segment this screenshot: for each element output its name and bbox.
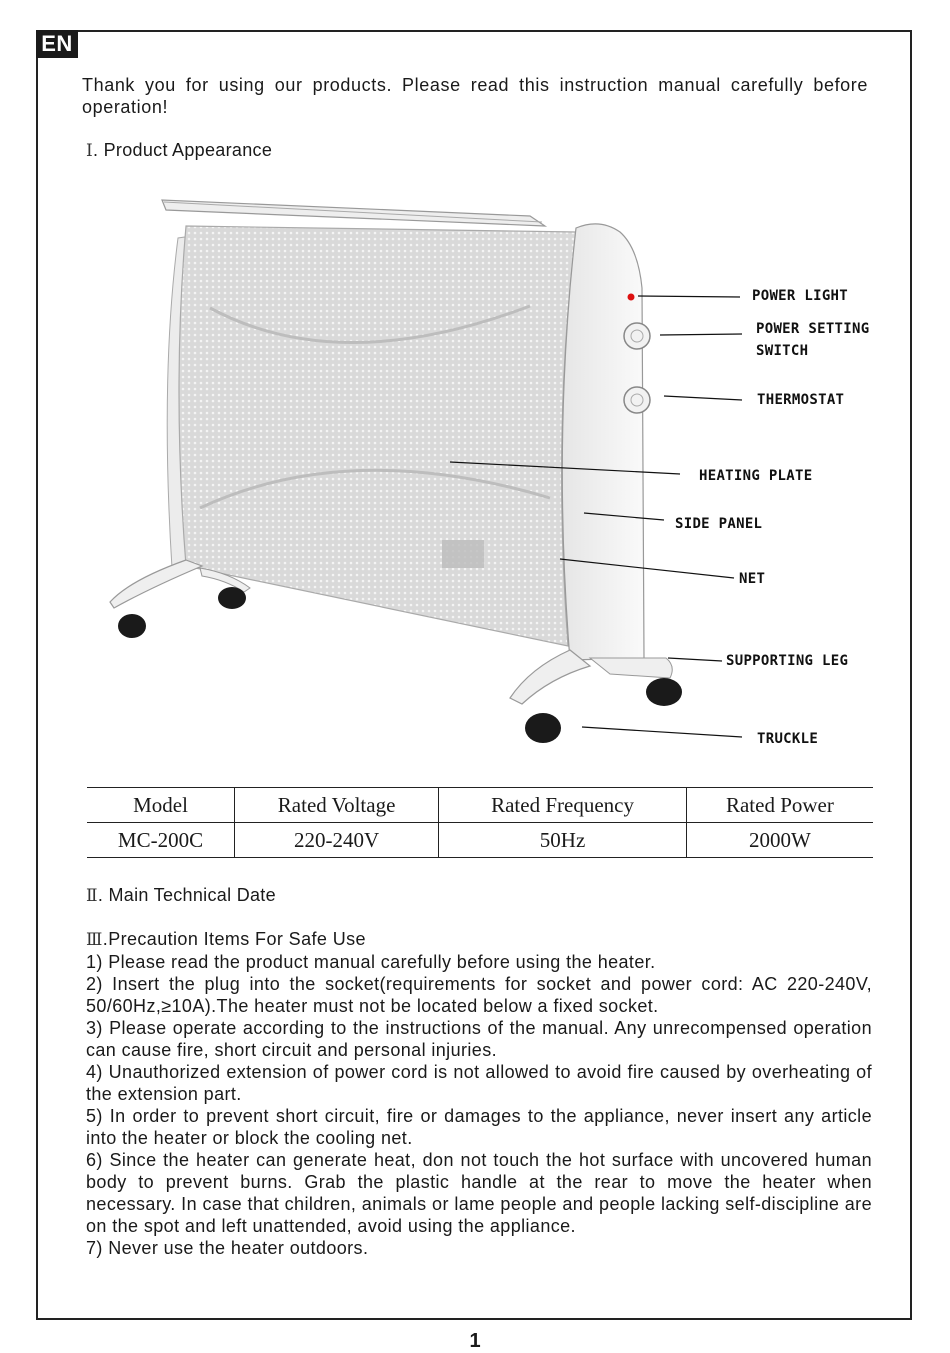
section-title: . Product Appearance <box>93 140 273 160</box>
page-number: 1 <box>469 1330 481 1352</box>
side-panel-shape <box>562 224 644 660</box>
intro-text: Thank you for using our products. Please read this instruction manual carefully before operation! <box>82 75 868 117</box>
precaution-item: 6) Since the heater can generate heat, don not touch the hot surface with uncovered human body to prevent burns. Grab the plastic handle at the rear to move the heater when necessary. In case that children, animals or lame people and people lacking self-discipline are on the spot and left unattended, avoid using the appliance. <box>86 1150 872 1236</box>
callout-power-setting-line1: POWER SETTING <box>756 321 870 337</box>
callout-power-setting-line2: SWITCH <box>756 343 809 359</box>
callout-net: NET <box>739 571 766 587</box>
section-main-technical-date <box>86 885 276 906</box>
thermostat-knob <box>624 387 650 413</box>
section-title: .Precaution Items For Safe Use <box>102 929 366 949</box>
callout-heating-plate: HEATING PLATE <box>699 468 813 484</box>
precaution-item: 5) In order to prevent short circuit, fire or damages to the appliance, never insert any article into the heater or block the cooling net. <box>86 1106 872 1148</box>
left-leg <box>110 560 202 608</box>
callout-thermostat: THERMOSTAT <box>757 392 845 408</box>
spec-value-voltage: 220-240V <box>235 823 439 858</box>
spec-header-power: Rated Power <box>686 788 873 823</box>
power-light-dot <box>628 294 635 301</box>
power-knob <box>624 323 650 349</box>
precautions-block <box>86 928 872 1259</box>
wheel-front-right <box>525 713 561 743</box>
wheel-back-left <box>218 587 246 609</box>
top-handle <box>162 200 545 226</box>
spec-value-frequency: 50Hz <box>439 823 687 858</box>
spec-header-model: Model <box>87 788 235 823</box>
section-number: Ⅲ <box>86 930 103 950</box>
wheel-front-left <box>118 614 146 638</box>
precaution-item: 4) Unauthorized extension of power cord is not allowed to avoid fire caused by overheating of the extension part. <box>86 1062 872 1104</box>
spec-value-row <box>87 823 873 858</box>
section-number: Ⅰ <box>86 141 94 161</box>
right-leg <box>510 650 590 704</box>
section-number: Ⅱ <box>86 886 98 906</box>
spec-value-power: 2000W <box>686 823 873 858</box>
spec-value-model: MC-200C <box>87 823 235 858</box>
section-product-appearance <box>86 140 272 161</box>
section-title: . Main Technical Date <box>97 885 276 905</box>
callout-power-light: POWER LIGHT <box>752 288 849 304</box>
product-diagram <box>90 188 890 758</box>
wheel-back-right <box>646 678 682 706</box>
precaution-item: 3) Please operate according to the instructions of the manual. Any unrecompensed operation can cause fire, short circuit and personal injuries. <box>86 1018 872 1060</box>
precaution-item: 2) Insert the plug into the socket(requirements for socket and power cord: AC 220-240V, 50/60Hz,≥10A).The heater must not be located below a fixed socket. <box>86 974 872 1016</box>
callout-supporting-leg: SUPPORTING LEG <box>726 653 849 669</box>
callout-side-panel: SIDE PANEL <box>675 516 763 532</box>
spec-header-voltage: Rated Voltage <box>235 788 439 823</box>
precaution-item: 7) Never use the heater outdoors. <box>86 1238 369 1258</box>
spec-table <box>87 787 873 858</box>
spec-header-row <box>87 788 873 823</box>
spec-header-frequency: Rated Frequency <box>439 788 687 823</box>
precaution-item: 1) Please read the product manual carefully before using the heater. <box>86 952 656 972</box>
callout-truckle: TRUCKLE <box>757 731 819 747</box>
language-badge: EN <box>36 30 78 58</box>
section-precautions-heading <box>86 928 872 951</box>
